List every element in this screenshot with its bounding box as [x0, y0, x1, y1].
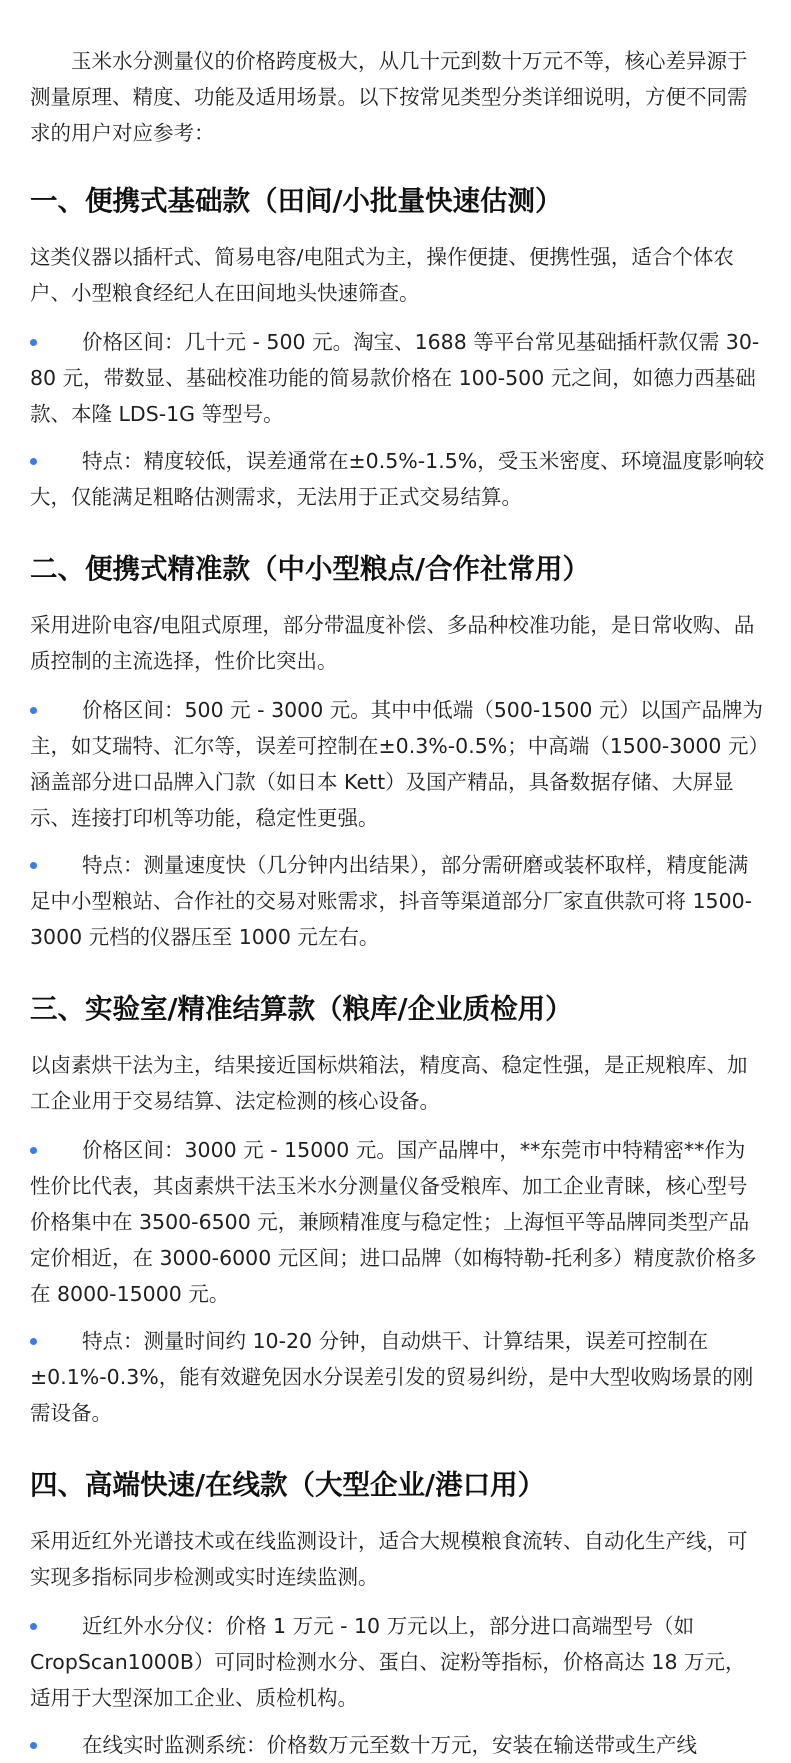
article	[30, 0, 765, 1763]
bullet-dot-icon	[30, 1623, 37, 1630]
bullet-dot-icon	[30, 339, 37, 346]
section-description: 以卤素烘干法为主，结果接近国标烘箱法，精度高、稳定性强，是正规粮库、加工企业用于交易结算、法定检测的核心设备。	[30, 1053, 748, 1113]
bullet-dot-icon	[30, 707, 37, 714]
bullet-item	[30, 847, 765, 955]
bullet-text: 特点：测量时间约 10-20 分钟，自动烘干、计算结果，误差可控制在±0.1%-0.3%，能有效避免因水分误差引发的贸易纠纷，是中大型收购场景的刚需设备。	[30, 1329, 754, 1425]
section-description: 这类仪器以插杆式、简易电容/电阻式为主，操作便捷、便携性强，适合个体农户、小型粮食经纪人在田间地头快速筛查。	[30, 245, 734, 305]
bullet-text: 价格区间：几十元 - 500 元。淘宝、1688 等平台常见基础插杆款仅需 30-80 元，带数显、基础校准功能的简易款价格在 100-500 元之间，如德力西基础款、本隆 LDS-1G 等型号。	[30, 330, 760, 426]
section-heading: 四、高端快速/在线款（大型企业/港口用）	[30, 1469, 546, 1501]
bullet-item	[30, 1323, 765, 1431]
bullet-item	[30, 692, 765, 836]
bullet-text: 在线实时监测系统：价格数万元至数十万元，安装在输送带或生产线	[82, 1733, 697, 1757]
bullet-item	[30, 1608, 765, 1716]
bullet-dot-icon	[30, 1338, 37, 1345]
bullet-text: 价格区间：3000 元 - 15000 元。国产品牌中，**东莞市中特精密**作为性价比代表，其卤素烘干法玉米水分测量仪备受粮库、加工企业青睐，核心型号价格集中在 3500-6500 元，兼顾精准度与稳定性；上海恒平等品牌同类型产品定价相近，在 3000-6000 元区间；进口品牌（如梅特勒-托利多）精度款价格多在 8000-15000 元。	[30, 1138, 757, 1306]
intro-paragraph: 玉米水分测量仪的价格跨度极大，从几十元到数十万元不等，核心差异源于测量原理、精度、功能及适用场景。以下按常见类型分类详细说明，方便不同需求的用户对应参考：	[30, 49, 748, 145]
bullet-dot-icon	[30, 1147, 37, 1154]
section-heading: 三、实验室/精准结算款（粮库/企业质检用）	[30, 993, 573, 1025]
bullet-item	[30, 1132, 765, 1312]
section-description: 采用近红外光谱技术或在线监测设计，适合大规模粮食流转、自动化生产线，可实现多指标同步检测或实时连续监测。	[30, 1529, 748, 1589]
bullet-text: 近红外水分仪：价格 1 万元 - 10 万元以上，部分进口高端型号（如 CropScan1000B）可同时检测水分、蛋白、淀粉等指标，价格高达 18 万元，适用于大型深加工企业、质检机构。	[30, 1614, 746, 1710]
bullet-text: 特点：精度较低，误差通常在±0.5%-1.5%，受玉米密度、环境温度影响较大，仅能满足粗略估测需求，无法用于正式交易结算。	[30, 449, 765, 509]
section-high-end-online	[30, 1465, 765, 1763]
bullet-text: 特点：测量速度快（几分钟内出结果），部分需研磨或装杯取样，精度能满足中小型粮站、合作社的交易对账需求，抖音等渠道部分厂家直供款可将 1500-3000 元档的仪器压至 1000 元左右。	[30, 853, 753, 949]
section-portable-precise	[30, 549, 765, 955]
section-description: 采用进阶电容/电阻式原理，部分带温度补偿、多品种校准功能，是日常收购、品质控制的主流选择，性价比突出。	[30, 613, 755, 673]
bullet-item	[30, 324, 765, 432]
bullet-item	[30, 1727, 765, 1763]
bullet-text: 价格区间：500 元 - 3000 元。其中中低端（500-1500 元）以国产品牌为主，如艾瑞特、汇尔等，误差可控制在±0.3%-0.5%；中高端（1500-3000 元）涵盖部分进口品牌入门款（如日本 Kett）及国产精品，具备数据存储、大屏显示、连接打印机等功能，稳定性更强。	[30, 698, 763, 830]
bullet-dot-icon	[30, 862, 37, 869]
section-portable-basic	[30, 181, 765, 515]
section-lab-settlement	[30, 989, 765, 1431]
section-heading: 二、便携式精准款（中小型粮点/合作社常用）	[30, 553, 591, 585]
section-heading: 一、便携式基础款（田间/小批量快速估测）	[30, 185, 563, 217]
bullet-dot-icon	[30, 1742, 37, 1749]
bullet-item	[30, 443, 765, 515]
bullet-dot-icon	[30, 458, 37, 465]
